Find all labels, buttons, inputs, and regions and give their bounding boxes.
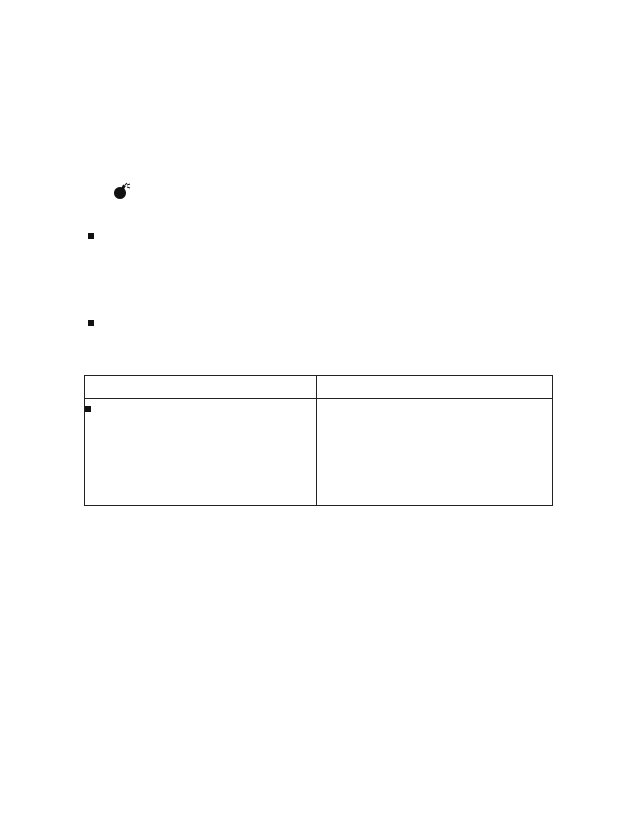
- header-example: [317, 376, 553, 399]
- bomb-icon: [112, 182, 132, 200]
- bullet-square-icon: [88, 233, 94, 239]
- example-cell: [317, 399, 553, 506]
- bullet-ing-rule: [88, 317, 102, 331]
- bullet-time-expressions: [88, 230, 102, 244]
- rule-cell: [85, 399, 317, 506]
- bullet-square-icon: [85, 406, 91, 412]
- header-rule: [85, 376, 317, 399]
- table-header-row: [85, 376, 553, 399]
- bullet-square-icon: [88, 320, 94, 326]
- spelling-rules-table: [84, 375, 553, 506]
- table-row: [85, 399, 553, 506]
